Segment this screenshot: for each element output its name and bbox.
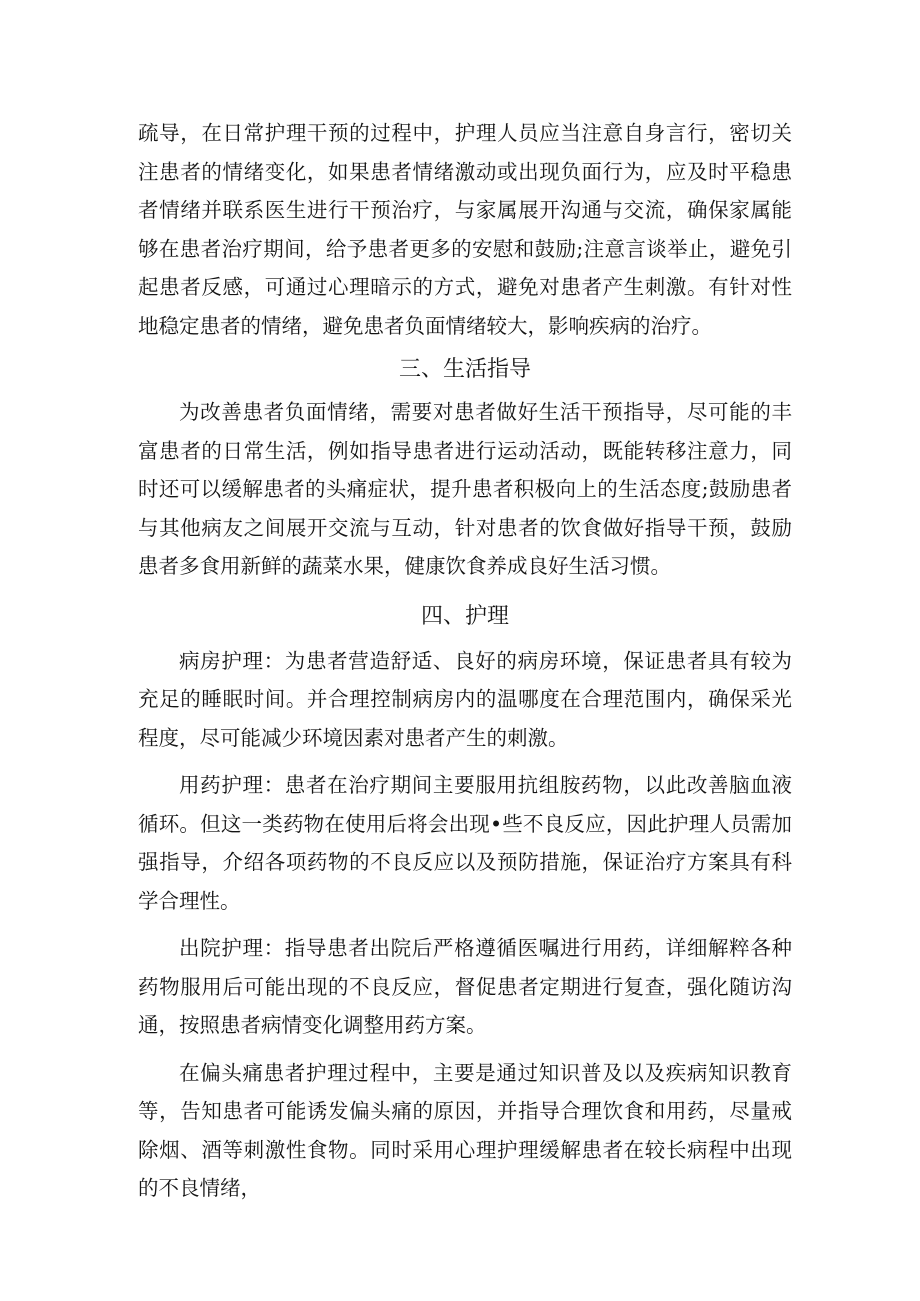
document-page <box>138 114 792 1208</box>
medication-care-paragraph: 用药护理：患者在治疗期间主要服用抗组胺药物，以此改善脑血液循环。但这一类药物在使用后将会出现•些不良反应，因此护理人员需加强指导，介绍各项药物的不良反应以及预防措施，保证治疗方案具有科学合理性。 <box>138 773 792 913</box>
section-heading-life-guidance: 三、生活指导 <box>398 357 531 382</box>
continued-paragraph: 疏导，在日常护理干预的过程中，护理人员应当注意自身言行，密切关注患者的情绪变化，如果患者情绪激动或出现负面行为，应及时平稳患者情绪并联系医生进行干预治疗，与家属展开沟通与交流，确保家属能够在患者治疗期间，给予患者更多的安慰和鼓励;注意言谈举止，避免引起患者反感，可通过心理暗示的方式，避免对患者产生刺激。有针对性地稳定患者的情绪，避免患者负面情绪较大，影响疾病的治疗。 <box>138 121 792 338</box>
section-heading-nursing: 四、护理 <box>420 603 509 629</box>
closing-paragraph: 在偏头痛患者护理过程中，主要是通过知识普及以及疾病知识教育等，告知患者可能诱发偏头痛的原因，并指导合理饮食和用药，尽量戒除烟、酒等刺激性食物。同时采用心理护理缓解患者在较长病程中出现的不良情绪， <box>138 1060 792 1200</box>
life-guidance-paragraph: 为改善患者负面情绪，需要对患者做好生活干预指导，尽可能的丰富患者的日常生活，例如指导患者进行运动活动，既能转移注意力，同时还可以缓解患者的头痛症状，提升患者积极向上的生活态度;鼓励患者与其他病友之间展开交流与互动，针对患者的饮食做好指导干预，鼓励患者多食用新鲜的蔬菜水果，健康饮食养成良好生活习惯。 <box>138 400 792 578</box>
discharge-care-paragraph: 出院护理：指导患者出院后严格遵循医嘱进行用药，详细解粹各种药物服用后可能出现的不良反应，督促患者定期进行复查，强化随访沟通，按照患者病情变化调整用药方案。 <box>138 936 792 1037</box>
ward-care-paragraph: 病房护理：为患者营造舒适、良好的病房环境，保证患者具有较为充足的睡眠时间。并合理控制病房内的温哪度在合理范围内，确保采光程度，尽可能减少环境因素对患者产生的刺激。 <box>138 648 792 750</box>
